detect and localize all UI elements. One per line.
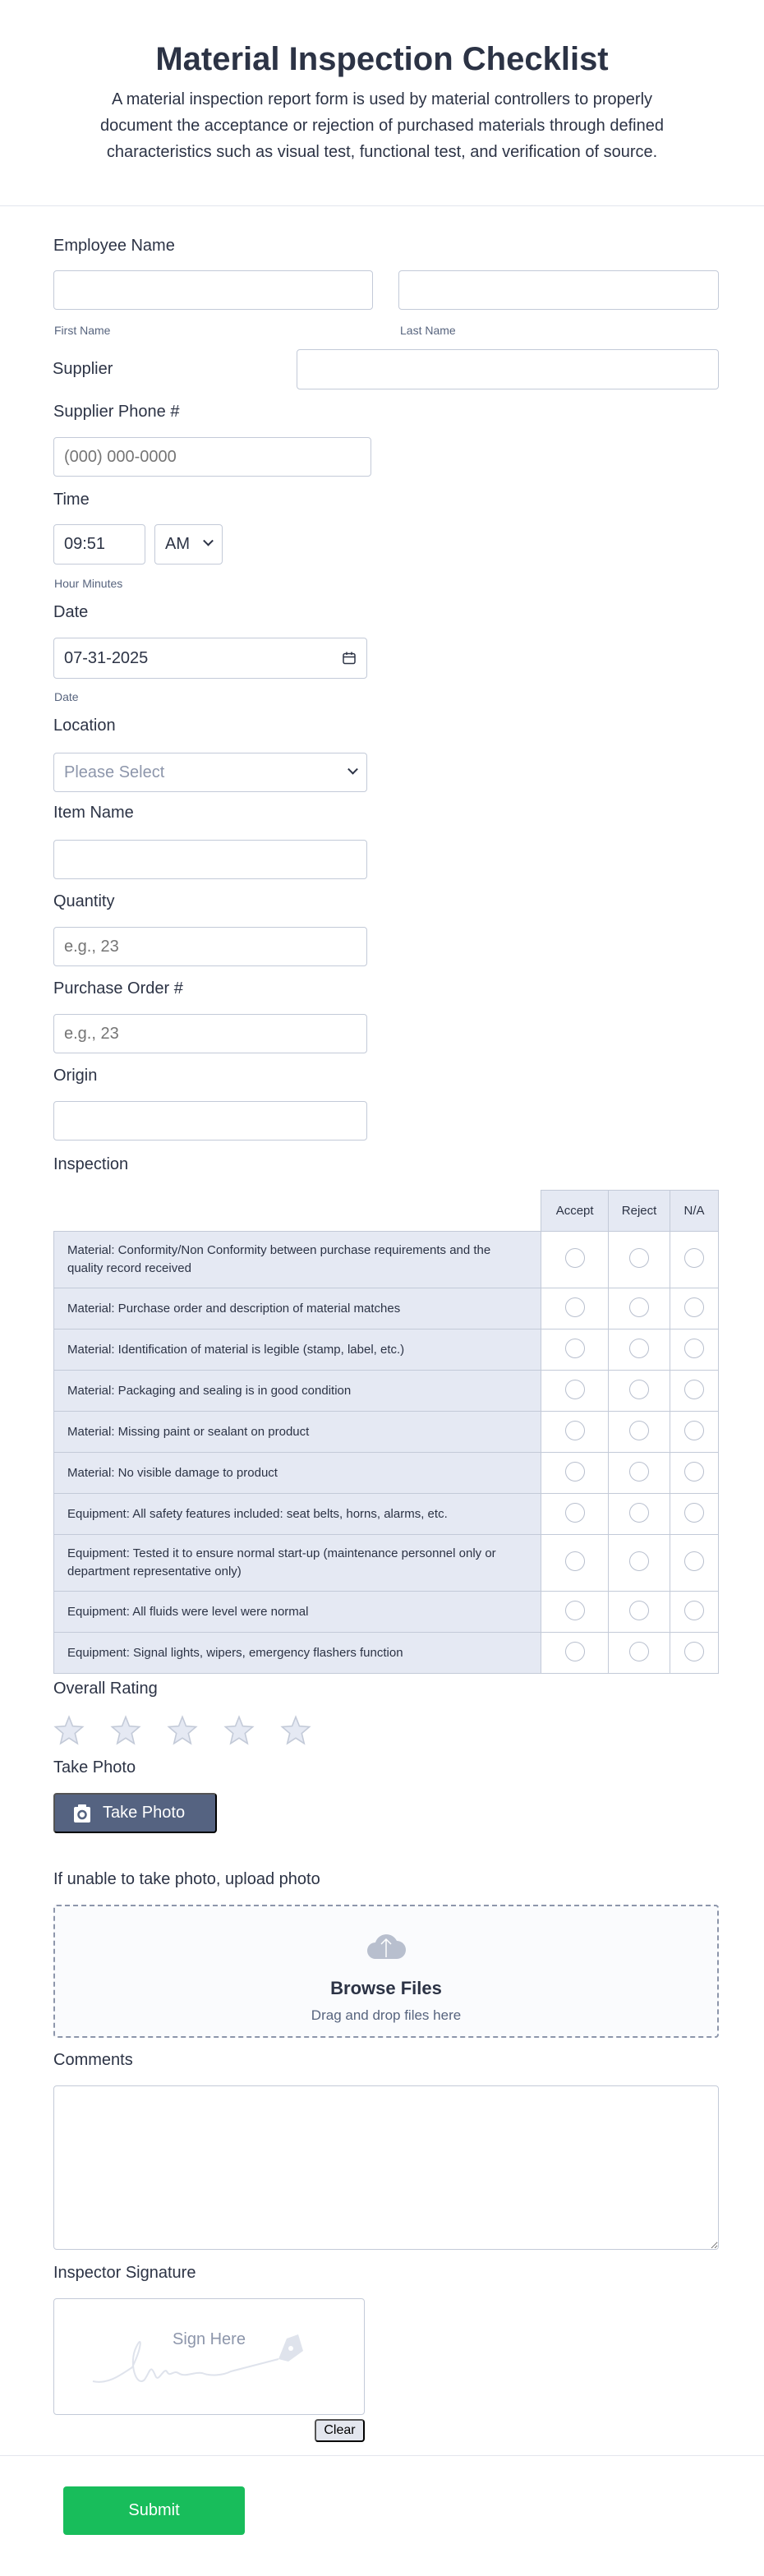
purchase-order-input[interactable] <box>53 1014 367 1053</box>
date-label: Date <box>53 603 89 621</box>
supplier-phone-input[interactable] <box>53 437 371 477</box>
radio-accept[interactable] <box>565 1297 585 1317</box>
radio-reject[interactable] <box>629 1642 649 1661</box>
cell-reject <box>609 1371 670 1412</box>
cell-reject <box>609 1633 670 1674</box>
matrix-row <box>54 1329 719 1371</box>
calendar-icon[interactable] <box>342 651 357 666</box>
radio-reject[interactable] <box>629 1380 649 1399</box>
signature-pad[interactable] <box>53 2298 365 2415</box>
cell-na <box>670 1412 719 1453</box>
cell-reject <box>609 1232 670 1288</box>
origin-label: Origin <box>53 1067 98 1085</box>
inspector-signature-label: Inspector Signature <box>53 2264 196 2282</box>
cell-accept <box>541 1232 609 1288</box>
radio-na[interactable] <box>684 1248 704 1268</box>
cell-reject <box>609 1494 670 1535</box>
radio-accept[interactable] <box>565 1339 585 1358</box>
last-name-sublabel: Last Name <box>400 324 456 337</box>
file-dropzone[interactable] <box>53 1905 719 2038</box>
origin-input[interactable] <box>53 1101 367 1141</box>
cell-accept <box>541 1592 609 1633</box>
cell-reject <box>609 1288 670 1329</box>
matrix-row <box>54 1592 719 1633</box>
date-input[interactable] <box>53 638 367 679</box>
matrix-corner <box>54 1191 541 1232</box>
comments-textarea[interactable] <box>53 2085 719 2250</box>
supplier-label: Supplier <box>53 360 113 378</box>
matrix-row-label: Material: No visible damage to product <box>54 1453 541 1494</box>
matrix-row-label: Equipment: Tested it to ensure normal start-up (maintenance personnel only or department representative only) <box>54 1535 541 1592</box>
radio-na[interactable] <box>684 1339 704 1358</box>
radio-na[interactable] <box>684 1601 704 1620</box>
column-na: N/A <box>670 1191 719 1232</box>
matrix-row <box>54 1288 719 1329</box>
radio-reject[interactable] <box>629 1462 649 1482</box>
radio-accept[interactable] <box>565 1462 585 1482</box>
cell-na <box>670 1453 719 1494</box>
matrix-row <box>54 1494 719 1535</box>
date-value: 07-31-2025 <box>64 648 149 667</box>
matrix-row <box>54 1633 719 1674</box>
star-icon[interactable] <box>280 1715 311 1746</box>
cell-na <box>670 1592 719 1633</box>
sign-here-placeholder: Sign Here <box>173 2330 246 2348</box>
location-select[interactable] <box>53 753 367 792</box>
last-name-input[interactable] <box>398 270 719 310</box>
cell-accept <box>541 1535 609 1592</box>
quantity-input[interactable] <box>53 927 367 966</box>
cell-reject <box>609 1535 670 1592</box>
inspection-label: Inspection <box>53 1155 129 1173</box>
time-label: Time <box>53 491 90 509</box>
cell-na <box>670 1494 719 1535</box>
cell-na <box>670 1535 719 1592</box>
cell-reject <box>609 1412 670 1453</box>
camera-icon <box>73 1804 91 1823</box>
radio-accept[interactable] <box>565 1601 585 1620</box>
star-icon[interactable] <box>223 1715 255 1746</box>
radio-accept[interactable] <box>565 1421 585 1440</box>
item-name-label: Item Name <box>53 804 134 822</box>
clear-signature-button[interactable]: Clear <box>315 2419 365 2442</box>
radio-reject[interactable] <box>629 1551 649 1571</box>
location-placeholder: Please Select <box>64 763 165 781</box>
radio-na[interactable] <box>684 1642 704 1661</box>
radio-reject[interactable] <box>629 1421 649 1440</box>
cell-accept <box>541 1329 609 1371</box>
matrix-row <box>54 1453 719 1494</box>
ampm-value: AM <box>165 535 190 553</box>
radio-reject[interactable] <box>629 1297 649 1317</box>
cell-accept <box>541 1412 609 1453</box>
cell-na <box>670 1329 719 1371</box>
take-photo-button-label: Take Photo <box>103 1804 186 1822</box>
supplier-input[interactable] <box>297 349 719 389</box>
employee-name-label: Employee Name <box>53 237 175 255</box>
first-name-input[interactable] <box>53 270 373 310</box>
radio-accept[interactable] <box>565 1551 585 1571</box>
chevron-down-icon <box>203 536 214 546</box>
matrix-row-label: Material: Packaging and sealing is in good condition <box>54 1371 541 1412</box>
time-sublabel: Hour Minutes <box>54 577 123 590</box>
cell-accept <box>541 1453 609 1494</box>
column-accept: Accept <box>541 1191 609 1232</box>
cell-reject <box>609 1329 670 1371</box>
overall-rating-label: Overall Rating <box>53 1680 158 1698</box>
cell-na <box>670 1288 719 1329</box>
matrix-row-label: Material: Conformity/Non Conformity between purchase requirements and the quality record received <box>54 1232 541 1288</box>
radio-accept[interactable] <box>565 1380 585 1399</box>
star-icon[interactable] <box>53 1715 85 1746</box>
matrix-row-label: Material: Purchase order and description of material matches <box>54 1288 541 1329</box>
cell-accept <box>541 1633 609 1674</box>
cell-na <box>670 1232 719 1288</box>
matrix-row <box>54 1232 719 1288</box>
radio-reject[interactable] <box>629 1503 649 1523</box>
radio-accept[interactable] <box>565 1248 585 1268</box>
comments-label: Comments <box>53 2051 133 2069</box>
radio-na[interactable] <box>684 1297 704 1317</box>
cell-na <box>670 1633 719 1674</box>
quantity-label: Quantity <box>53 892 115 910</box>
browse-files-title[interactable]: Browse Files <box>330 1978 442 1998</box>
time-value: 09:51 <box>64 535 106 553</box>
supplier-phone-label: Supplier Phone # <box>53 403 180 421</box>
radio-accept[interactable] <box>565 1503 585 1523</box>
cell-na <box>670 1371 719 1412</box>
cell-accept <box>541 1371 609 1412</box>
radio-na[interactable] <box>684 1551 704 1571</box>
inspection-matrix <box>53 1190 719 1674</box>
cell-accept <box>541 1288 609 1329</box>
submit-button[interactable]: Submit <box>63 2486 245 2535</box>
first-name-sublabel: First Name <box>54 324 111 337</box>
take-photo-button[interactable] <box>53 1793 217 1833</box>
matrix-row-label: Equipment: Signal lights, wipers, emergency flashers function <box>54 1633 541 1674</box>
radio-na[interactable] <box>684 1421 704 1440</box>
page-description: A material inspection report form is used by material controllers to properly document the acceptance or rejection of purchased materials through defined characteristics such as visual test, functional test, and verification of source. <box>100 90 664 161</box>
time-hour-minute-input[interactable] <box>53 524 145 565</box>
date-sublabel: Date <box>54 690 79 703</box>
star-icon[interactable] <box>167 1715 198 1746</box>
radio-na[interactable] <box>684 1380 704 1399</box>
ampm-select[interactable] <box>154 524 223 565</box>
cloud-upload-icon <box>366 1928 407 1961</box>
item-name-input[interactable] <box>53 840 367 879</box>
header-divider <box>0 205 764 206</box>
radio-na[interactable] <box>684 1462 704 1482</box>
radio-reject[interactable] <box>629 1339 649 1358</box>
radio-reject[interactable] <box>629 1601 649 1620</box>
matrix-row-label: Material: Identification of material is legible (stamp, label, etc.) <box>54 1329 541 1371</box>
chevron-down-icon <box>347 763 358 774</box>
cell-reject <box>609 1592 670 1633</box>
purchase-order-label: Purchase Order # <box>53 979 183 998</box>
location-label: Location <box>53 717 116 735</box>
matrix-row <box>54 1371 719 1412</box>
matrix-row-label: Equipment: All safety features included: seat belts, horns, alarms, etc. <box>54 1494 541 1535</box>
star-rating <box>53 1715 311 1746</box>
drag-drop-hint: Drag and drop files here <box>311 2007 462 2023</box>
cell-accept <box>541 1494 609 1535</box>
column-reject: Reject <box>609 1191 670 1232</box>
matrix-row <box>54 1412 719 1453</box>
star-icon[interactable] <box>110 1715 141 1746</box>
matrix-row <box>54 1535 719 1592</box>
cell-reject <box>609 1453 670 1494</box>
upload-label: If unable to take photo, upload photo <box>53 1870 320 1888</box>
page-title: Material Inspection Checklist <box>155 41 609 77</box>
radio-na[interactable] <box>684 1503 704 1523</box>
radio-accept[interactable] <box>565 1642 585 1661</box>
matrix-row-label: Equipment: All fluids were level were normal <box>54 1592 541 1633</box>
matrix-row-label: Material: Missing paint or sealant on product <box>54 1412 541 1453</box>
take-photo-label: Take Photo <box>53 1758 136 1776</box>
radio-reject[interactable] <box>629 1248 649 1268</box>
footer-divider <box>0 2455 764 2456</box>
